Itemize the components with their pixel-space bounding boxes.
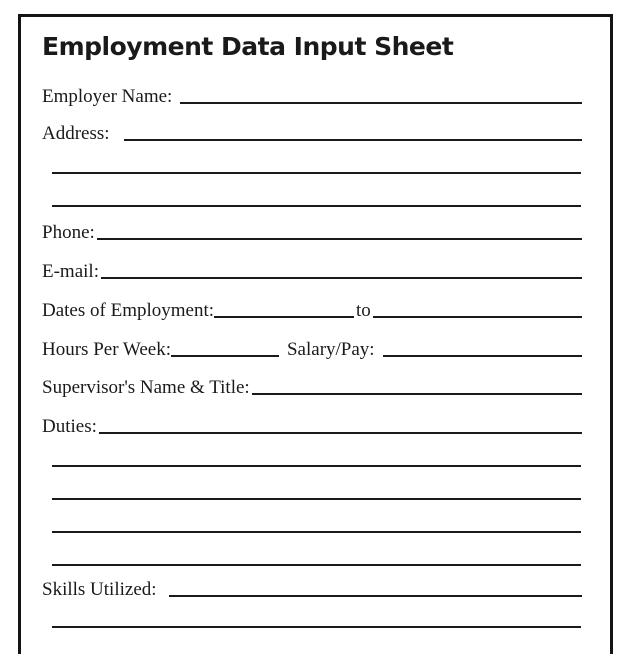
employer-name-label: Employer Name:: [42, 86, 173, 107]
duties-field-line-5[interactable]: [52, 564, 581, 566]
dates-to-field[interactable]: [373, 316, 582, 318]
address-field-line-2[interactable]: [52, 172, 581, 174]
form-title: Employment Data Input Sheet: [42, 32, 454, 61]
employer-name-field[interactable]: [180, 102, 582, 104]
address-field-line-1[interactable]: [124, 139, 582, 141]
address-row: [42, 119, 582, 145]
email-row: [42, 257, 582, 283]
form-sheet: [18, 14, 613, 654]
dates-of-employment-row: [42, 296, 582, 322]
hours-per-week-field[interactable]: [171, 355, 279, 357]
duties-row: [42, 412, 582, 438]
duties-field-line-3[interactable]: [52, 498, 581, 500]
dates-from-field[interactable]: [214, 316, 354, 318]
duties-field-line-4[interactable]: [52, 531, 581, 533]
duties-label: Duties:: [42, 416, 97, 437]
address-field-line-3[interactable]: [52, 205, 581, 207]
skills-field-line-2[interactable]: [52, 626, 581, 628]
duties-field-line-1[interactable]: [99, 432, 582, 434]
hours-per-week-label: Hours Per Week:: [42, 339, 171, 360]
email-label: E-mail:: [42, 261, 99, 282]
salary-pay-field[interactable]: [383, 355, 582, 357]
phone-row: [42, 218, 582, 244]
supervisor-label: Supervisor's Name & Title:: [42, 377, 250, 398]
supervisor-field[interactable]: [252, 393, 582, 395]
skills-field-line-1[interactable]: [169, 595, 582, 597]
supervisor-row: [42, 373, 582, 399]
hours-salary-row: [42, 335, 582, 361]
employer-name-row: [42, 82, 582, 108]
duties-field-line-2[interactable]: [52, 465, 581, 467]
salary-pay-label: Salary/Pay:: [286, 339, 375, 360]
skills-utilized-label: Skills Utilized:: [42, 579, 157, 600]
email-field[interactable]: [101, 277, 582, 279]
phone-field[interactable]: [97, 238, 582, 240]
phone-label: Phone:: [42, 222, 95, 243]
dates-of-employment-label: Dates of Employment:: [42, 300, 215, 321]
skills-utilized-row: [42, 575, 582, 601]
dates-to-label: to: [356, 300, 371, 321]
address-label: Address:: [42, 123, 110, 144]
